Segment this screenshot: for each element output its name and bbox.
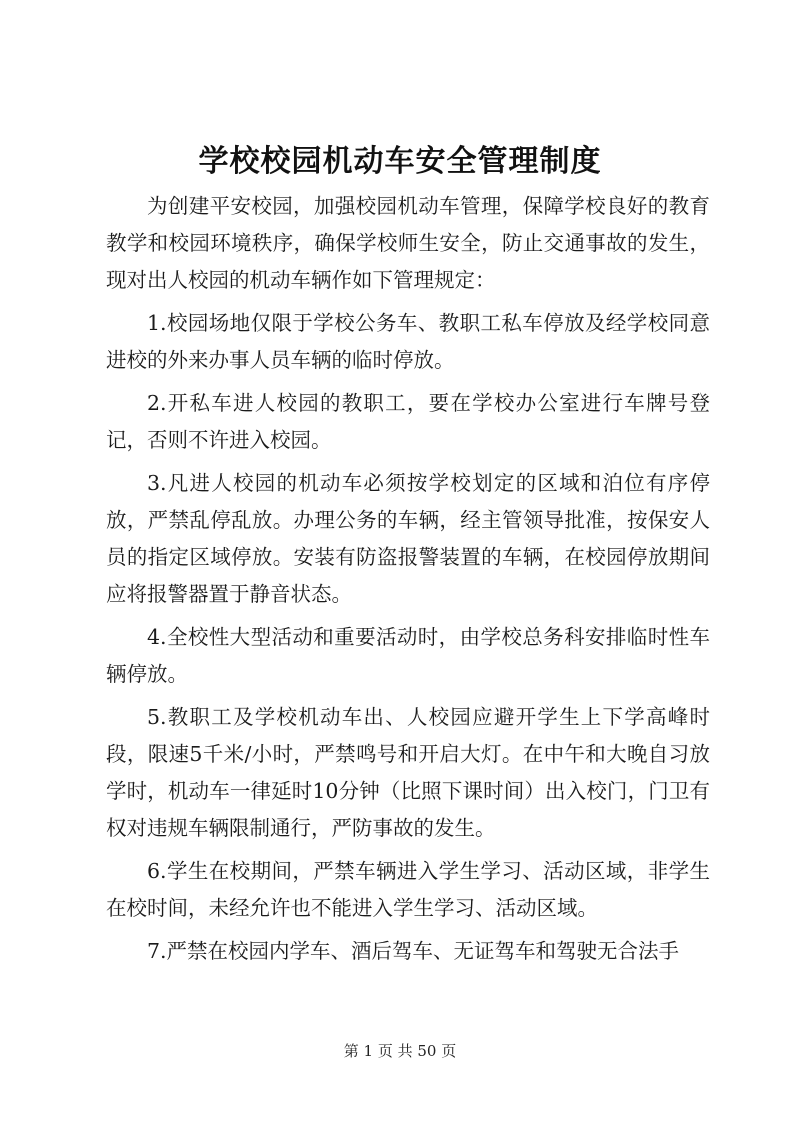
paragraph-rule-6: 6.学生在校期间，严禁车辆进入学生学习、活动区域，非学生在校时间，未经允许也不能进入学生学习、活动区域。: [106, 859, 710, 920]
document-body: [106, 188, 710, 976]
paragraph-intro: 为创建平安校园，加强校园机动车管理，保障学校良好的教育教学和校园环境秩序，确保学校师生安全，防止交通事故的发生，现对出人校园的机动车辆作如下管理规定：: [106, 194, 710, 292]
page-footer: 第 1 页 共 50 页: [343, 1042, 457, 1060]
paragraph-rule-2: 2.开私车进人校园的教职工，要在学校办公室进行车牌号登记，否则不许进入校园。: [106, 391, 710, 452]
paragraph-rule-4: 4.全校性大型活动和重要活动时，由学校总务科安排临时性车辆停放。: [106, 625, 710, 686]
paragraph-rule-3: 3.凡进人校园的机动车必须按学校划定的区域和泊位有序停放，严禁乱停乱放。办理公务的车辆，经主管领导批准，按保安人员的指定区域停放。安装有防盗报警装置的车辆，在校园停放期间应将报警器置于静音状态。: [106, 471, 710, 606]
paragraph-rule-5: 5.教职工及学校机动车出、人校园应避开学生上下学高峰时段，限速5千米/小时，严禁鸣号和开启大灯。在中午和大晚自习放学时，机动车一律延时10分钟（比照下课时间）出入校门，门卫有权对违规车辆限制通行，严防事故的发生。: [106, 705, 710, 840]
paragraph-rule-1: 1.校园场地仅限于学校公务车、教职工私车停放及经学校同意进校的外来办事人员车辆的临时停放。: [106, 311, 710, 372]
paragraph-rule-7: 7.严禁在校园内学车、酒后驾车、无证驾车和驾驶无合法手: [147, 939, 680, 963]
document-title: 学校校园机动车安全管理制度: [198, 144, 602, 179]
